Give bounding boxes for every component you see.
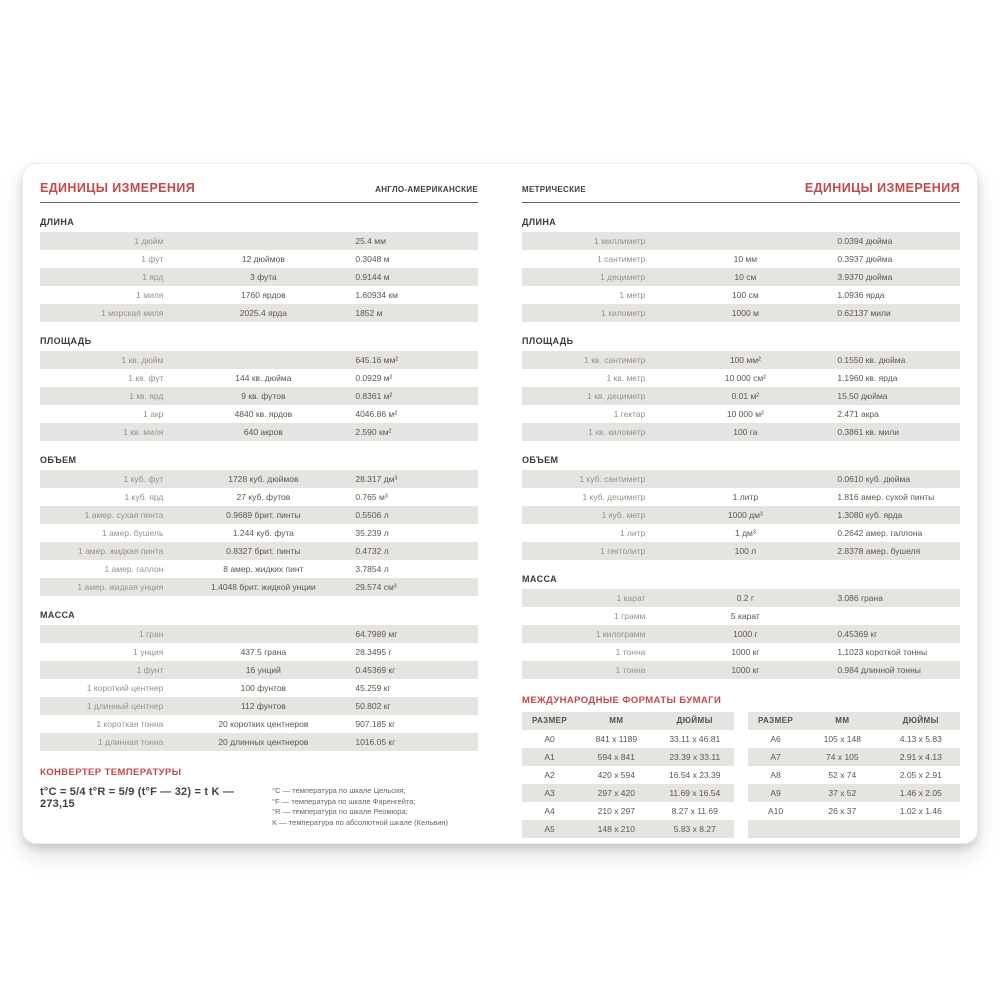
unit-value: 1.816 амер. сухой пинты xyxy=(837,492,935,502)
unit-label: 1 акр xyxy=(143,409,164,419)
paper-table-a0-a5 xyxy=(522,712,734,838)
unit-label: 1 дециметр xyxy=(600,272,646,282)
paper-cell: A4 xyxy=(544,806,555,816)
table-row xyxy=(40,733,478,751)
paper-cell: A3 xyxy=(544,788,555,798)
table-row xyxy=(522,387,960,405)
table-row xyxy=(522,661,960,679)
section-title: ДЛИНА xyxy=(522,217,557,227)
unit-value: 2.590 км² xyxy=(355,427,392,437)
unit-label: 1 гектар xyxy=(613,409,646,419)
paper-cell: A2 xyxy=(544,770,555,780)
paper-column-header: ММ xyxy=(835,716,850,725)
unit-label: 1 дюйм xyxy=(134,236,164,246)
unit-equivalent: 1 дм³ xyxy=(735,528,756,538)
section xyxy=(522,455,960,560)
unit-label: 1 миля xyxy=(136,290,164,300)
unit-equivalent: 100 л xyxy=(734,546,757,556)
paper-cell xyxy=(882,820,960,838)
unit-label: 1 кв. ярд xyxy=(129,391,164,401)
section xyxy=(40,336,478,441)
table-row xyxy=(40,387,478,405)
unit-equivalent: 27 куб. футов xyxy=(236,492,291,502)
paper-cell: 4.13 x 5.83 xyxy=(899,734,942,744)
unit-equivalent: 1000 г xyxy=(733,629,758,639)
conversion-table xyxy=(522,351,960,441)
unit-value: 25.4 мм xyxy=(355,236,386,246)
unit-equivalent: 10 000 м² xyxy=(726,409,764,419)
unit-label: 1 сантиметр xyxy=(597,254,646,264)
unit-label: 1 куб. фут xyxy=(123,474,164,484)
unit-value: 0.9144 м xyxy=(355,272,390,282)
paper-cell: 1.02 x 1.46 xyxy=(899,806,942,816)
conversion-table xyxy=(522,232,960,322)
table-row xyxy=(522,643,960,661)
unit-value: 2.8378 амер. бушеля xyxy=(837,546,921,556)
unit-value: 0.5506 л xyxy=(355,510,389,520)
unit-equivalent: 0.9689 брит. пинты xyxy=(226,510,301,520)
conversion-table xyxy=(40,625,478,751)
paper-row xyxy=(748,802,960,820)
section-title: ПЛОЩАДЬ xyxy=(40,336,92,346)
unit-equivalent xyxy=(171,351,355,369)
page-right xyxy=(500,181,977,843)
table-row xyxy=(522,589,960,607)
paper-cell: 148 x 210 xyxy=(597,824,635,834)
paper-cell xyxy=(748,820,803,838)
unit-value: 0.62137 мили xyxy=(837,308,891,318)
unit-value: 4046.86 м² xyxy=(355,409,398,419)
table-row xyxy=(40,369,478,387)
conversion-table xyxy=(40,470,478,596)
section xyxy=(40,610,478,751)
paper-cell: A9 xyxy=(770,788,781,798)
unit-label: 1 гектолитр xyxy=(600,546,646,556)
table-row xyxy=(40,470,478,488)
unit-value: 0.3937 дюйма xyxy=(837,254,893,264)
paper-row xyxy=(748,730,960,748)
paper-cell: 8.27 x 11.69 xyxy=(671,806,718,816)
unit-value: 0.4732 л xyxy=(355,546,389,556)
unit-equivalent: 1728 куб. дюймов xyxy=(228,474,299,484)
page-left xyxy=(23,181,500,843)
conversion-table xyxy=(522,589,960,679)
unit-equivalent: 20 коротких центнеров xyxy=(218,719,309,729)
unit-label: 1 амер. бушель xyxy=(101,528,164,538)
section xyxy=(522,574,960,679)
unit-equivalent: 1.244 куб. фута xyxy=(232,528,294,538)
paper-cell: A7 xyxy=(770,752,781,762)
page-subtitle: МЕТРИЧЕСКИЕ xyxy=(522,185,586,194)
temperature-note: K — температура по абсолютной шкале (Кельвин) xyxy=(272,817,449,827)
paper-table-header xyxy=(522,712,734,730)
unit-equivalent: 10 см xyxy=(734,272,757,282)
unit-equivalent: 1000 кг xyxy=(731,665,760,675)
paper-row xyxy=(522,748,734,766)
temperature-note: °R — температура по шкале Реомюра; xyxy=(272,807,408,816)
unit-value: 15.50 дюйма xyxy=(837,391,888,401)
unit-equivalent xyxy=(171,232,355,250)
unit-label: 1 литр xyxy=(619,528,646,538)
table-row xyxy=(522,268,960,286)
table-row xyxy=(522,524,960,542)
unit-equivalent xyxy=(653,470,837,488)
paper-cell: 420 x 594 xyxy=(597,770,635,780)
page-right-header xyxy=(522,181,960,203)
paper-cell: A5 xyxy=(544,824,555,834)
paper-cell: A1 xyxy=(544,752,555,762)
paper-row xyxy=(522,802,734,820)
table-row xyxy=(40,232,478,250)
paper-row xyxy=(522,766,734,784)
unit-value: 0.2642 амер. галлона xyxy=(837,528,923,538)
table-row xyxy=(40,351,478,369)
table-row xyxy=(522,506,960,524)
paper-cell: 2.05 x 2.91 xyxy=(899,770,942,780)
paper-cell: A0 xyxy=(544,734,555,744)
paper-row xyxy=(748,784,960,802)
temperature-body xyxy=(40,786,478,828)
table-row xyxy=(40,679,478,697)
paper-cell: 16.54 x 23.39 xyxy=(669,770,721,780)
paper-tables xyxy=(522,712,960,838)
unit-equivalent: 0.8327 брит. пинты xyxy=(226,546,301,556)
table-row xyxy=(522,423,960,441)
right-sections xyxy=(522,217,960,679)
unit-equivalent: 437.5 грана xyxy=(240,647,287,657)
unit-equivalent: 1 литр xyxy=(732,492,759,502)
table-row xyxy=(522,405,960,423)
unit-equivalent: 16 унций xyxy=(245,665,281,675)
unit-equivalent: 144 кв. дюйма xyxy=(235,373,292,383)
unit-value: 2.471 акра xyxy=(837,409,879,419)
section-title: МАССА xyxy=(522,574,558,584)
paper-cell: 210 x 297 xyxy=(597,806,635,816)
temperature-formula: t°C = 5/4 t°R = 5/9 (t°F — 32) = t K — 273,15 xyxy=(40,786,235,810)
unit-equivalent: 8 амер. жидких пинт xyxy=(223,564,304,574)
unit-label: 1 амер. жидкая пинта xyxy=(77,546,164,556)
table-row xyxy=(40,488,478,506)
temperature-converter xyxy=(40,767,478,828)
unit-equivalent: 3 фута xyxy=(249,272,277,282)
page-subtitle: АНГЛО-АМЕРИКАНСКИЕ xyxy=(375,185,478,194)
table-row xyxy=(40,661,478,679)
unit-equivalent: 0.2 г xyxy=(736,593,754,603)
paper-cell: 26 x 37 xyxy=(828,806,857,816)
paper-cell: 1.46 x 2.05 xyxy=(899,788,942,798)
unit-equivalent: 100 мм² xyxy=(729,355,761,365)
unit-value: 0.984 длинной тонны xyxy=(837,665,921,675)
table-row xyxy=(40,250,478,268)
conversion-table xyxy=(40,232,478,322)
unit-equivalent: 4840 кв. ярдов xyxy=(234,409,293,419)
temperature-note: °F — температура по шкале Фаренгейта; xyxy=(272,796,416,806)
unit-equivalent: 100 см xyxy=(732,290,759,300)
table-row xyxy=(40,578,478,596)
unit-label: 1 карат xyxy=(616,593,646,603)
unit-label: 1 кв. километр xyxy=(588,427,646,437)
unit-equivalent: 100 га xyxy=(733,427,758,437)
section xyxy=(40,217,478,322)
unit-value: 45.259 кг xyxy=(355,683,391,693)
paper-row xyxy=(522,820,734,838)
paper-cell: 5.83 x 8.27 xyxy=(673,824,716,834)
unit-equivalent: 1760 ярдов xyxy=(241,290,286,300)
unit-value: 1016.05 кг xyxy=(355,737,396,747)
table-row xyxy=(40,542,478,560)
unit-label: 1 амер. сухая пинта xyxy=(84,510,164,520)
paper-row xyxy=(522,730,734,748)
table-row xyxy=(40,524,478,542)
section-title: МАССА xyxy=(40,610,76,620)
paper-cell: 37 x 52 xyxy=(828,788,857,798)
unit-equivalent xyxy=(653,232,837,250)
unit-label: 1 грамм xyxy=(614,611,646,621)
unit-value: 3.086 грана xyxy=(837,593,883,603)
table-row xyxy=(40,268,478,286)
table-row xyxy=(522,542,960,560)
unit-value: 0.1550 кв. дюйма xyxy=(837,355,906,365)
unit-value: 0.765 м³ xyxy=(355,492,388,502)
section xyxy=(522,336,960,441)
unit-value: 1852 м xyxy=(355,308,383,318)
unit-value: 907.185 кг xyxy=(355,719,396,729)
page-left-header xyxy=(40,181,478,203)
page-title: ЕДИНИЦЫ ИЗМЕРЕНИЯ xyxy=(40,181,196,195)
paper-cell: 33.11 x 46.81 xyxy=(669,734,721,744)
unit-value: 35.239 л xyxy=(355,528,389,538)
unit-label: 1 кв. дюйм xyxy=(121,355,164,365)
paper-column-header: ММ xyxy=(609,716,624,725)
conversion-table xyxy=(40,351,478,441)
left-sections xyxy=(40,217,478,751)
unit-label: 1 тонна xyxy=(615,647,646,657)
paper-cell: 105 x 148 xyxy=(823,734,861,744)
temperature-note: °C — температура по шкале Цельсия; xyxy=(272,786,406,795)
table-row xyxy=(522,470,960,488)
temperature-notes xyxy=(272,786,478,828)
unit-label: 1 ярд xyxy=(142,272,164,282)
unit-value: 1.1960 кв. ярда xyxy=(837,373,898,383)
table-row xyxy=(40,560,478,578)
conversion-table xyxy=(522,470,960,560)
unit-label: 1 длинная тонна xyxy=(97,737,164,747)
paper-cell: 23.39 x 33.11 xyxy=(669,752,721,762)
unit-value: 645.16 мм² xyxy=(355,355,399,365)
unit-label: 1 морская миля xyxy=(101,308,164,318)
unit-value: 0.0929 м² xyxy=(355,373,393,383)
paper-cell: 2.91 x 4.13 xyxy=(899,752,942,762)
table-row xyxy=(40,304,478,322)
unit-value: 0.3861 кв. мили xyxy=(837,427,899,437)
unit-label: 1 кв. миля xyxy=(123,427,164,437)
unit-equivalent: 10 000 см² xyxy=(724,373,767,383)
unit-label: 1 миллиметр xyxy=(594,236,646,246)
unit-value: 3.9370 дюйма xyxy=(837,272,893,282)
paper-cell: 74 x 105 xyxy=(826,752,859,762)
paper-table-a6-a10 xyxy=(748,712,960,838)
unit-equivalent: 20 длинных центнеров xyxy=(218,737,309,747)
unit-value xyxy=(837,607,960,625)
unit-label: 1 гран xyxy=(139,629,164,639)
unit-value: 3.7854 л xyxy=(355,564,389,574)
table-row xyxy=(522,488,960,506)
paper-cell: 11.69 x 16.54 xyxy=(669,788,721,798)
paper-row xyxy=(748,820,960,838)
paper-formats xyxy=(522,695,960,838)
unit-value: 1.3080 куб. ярда xyxy=(837,510,903,520)
unit-equivalent: 1000 дм³ xyxy=(727,510,763,520)
section-title: ДЛИНА xyxy=(40,217,75,227)
unit-value: 0.0610 куб. дюйма xyxy=(837,474,911,484)
table-row xyxy=(522,625,960,643)
unit-value: 50.802 кг xyxy=(355,701,391,711)
unit-value: 0.45369 кг xyxy=(355,665,396,675)
paper-column-header: ДЮЙМЫ xyxy=(902,716,939,725)
table-row xyxy=(40,715,478,733)
table-row xyxy=(522,351,960,369)
table-row xyxy=(40,625,478,643)
unit-label: 1 кв. дециметр xyxy=(587,391,646,401)
paper-row xyxy=(522,784,734,802)
unit-value: 0.8361 м² xyxy=(355,391,393,401)
unit-label: 1 амер. жидкая унция xyxy=(77,582,164,592)
paper-cell: 52 x 74 xyxy=(828,770,857,780)
paper-cell: 841 x 1189 xyxy=(595,734,638,744)
table-row xyxy=(40,423,478,441)
table-row xyxy=(40,286,478,304)
unit-value: 29.574 см³ xyxy=(355,582,397,592)
section-title: ОБЪЕМ xyxy=(40,455,77,465)
paper-column-header: ДЮЙМЫ xyxy=(676,716,713,725)
unit-equivalent: 12 дюймов xyxy=(241,254,285,264)
unit-label: 1 килограмм xyxy=(595,629,646,639)
unit-value: 28.3495 г xyxy=(355,647,392,657)
unit-value: 0.0394 дюйма xyxy=(837,236,893,246)
paper-cell: A6 xyxy=(770,734,781,744)
table-row xyxy=(522,607,960,625)
notebook-spread xyxy=(22,163,978,844)
table-row xyxy=(522,232,960,250)
page-title: ЕДИНИЦЫ ИЗМЕРЕНИЯ xyxy=(804,181,960,195)
unit-equivalent: 9 кв. футов xyxy=(241,391,286,401)
unit-value: 64.7989 мг xyxy=(355,629,398,639)
unit-equivalent: 1000 м xyxy=(731,308,759,318)
paper-cell xyxy=(803,820,881,838)
unit-value: 1.0936 ярда xyxy=(837,290,885,300)
section-title: ОБЪЕМ xyxy=(522,455,559,465)
unit-equivalent xyxy=(171,625,355,643)
unit-label: 1 унция xyxy=(133,647,164,657)
paper-table-header xyxy=(748,712,960,730)
unit-label: 1 куб. ярд xyxy=(124,492,164,502)
unit-equivalent: 1000 кг xyxy=(731,647,760,657)
unit-label: 1 длинный центнер xyxy=(86,701,164,711)
paper-row xyxy=(748,766,960,784)
unit-label: 1 кв. фут xyxy=(128,373,164,383)
unit-label: 1 фунт xyxy=(136,665,164,675)
table-row xyxy=(40,405,478,423)
paper-cell: A8 xyxy=(770,770,781,780)
unit-value: 0.3048 м xyxy=(355,254,390,264)
unit-label: 1 амер. галлон xyxy=(104,564,164,574)
unit-equivalent: 5 карат xyxy=(730,611,760,621)
table-row xyxy=(522,369,960,387)
table-row xyxy=(522,250,960,268)
unit-label: 1 фут xyxy=(141,254,164,264)
paper-cell: 594 x 841 xyxy=(597,752,635,762)
unit-label: 1 кв. метр xyxy=(606,373,646,383)
paper-cell: 297 x 420 xyxy=(597,788,635,798)
paper-column-header: РАЗМЕР xyxy=(757,716,794,725)
unit-equivalent: 100 фунтов xyxy=(240,683,287,693)
paper-formats-title: МЕЖДУНАРОДНЫЕ ФОРМАТЫ БУМАГИ xyxy=(522,695,722,706)
unit-equivalent: 2025.4 ярда xyxy=(239,308,287,318)
section xyxy=(40,455,478,596)
section xyxy=(522,217,960,322)
table-row xyxy=(522,304,960,322)
unit-label: 1 километр xyxy=(601,308,646,318)
table-row xyxy=(40,697,478,715)
paper-row xyxy=(748,748,960,766)
unit-label: 1 метр xyxy=(619,290,646,300)
unit-label: 1 тонна xyxy=(615,665,646,675)
section-title: ПЛОЩАДЬ xyxy=(522,336,574,346)
unit-equivalent: 1.4048 брит. жидкой унции xyxy=(211,582,316,592)
table-row xyxy=(522,286,960,304)
table-row xyxy=(40,506,478,524)
paper-column-header: РАЗМЕР xyxy=(531,716,568,725)
table-row xyxy=(40,643,478,661)
unit-label: 1 короткий центнер xyxy=(86,683,164,693)
unit-value: 1.60934 км xyxy=(355,290,398,300)
unit-label: 1 кв. сантиметр xyxy=(584,355,646,365)
paper-cell: A10 xyxy=(767,806,784,816)
unit-label: 1 куб. метр xyxy=(601,510,646,520)
temperature-title: КОНВЕРТЕР ТЕМПЕРАТУРЫ xyxy=(40,767,182,778)
unit-label: 1 куб. дециметр xyxy=(582,492,646,502)
unit-equivalent: 112 фунтов xyxy=(240,701,286,711)
unit-equivalent: 640 акров xyxy=(243,427,283,437)
unit-equivalent: 10 мм xyxy=(733,254,758,264)
unit-label: 1 куб. сантиметр xyxy=(579,474,646,484)
unit-value: 0.45369 кг xyxy=(837,629,878,639)
unit-value: 1.1023 короткой тонны xyxy=(837,647,928,657)
unit-equivalent: 0.01 м² xyxy=(731,391,760,401)
unit-value: 28.317 дм³ xyxy=(355,474,398,484)
unit-label: 1 короткая тонна xyxy=(96,719,164,729)
